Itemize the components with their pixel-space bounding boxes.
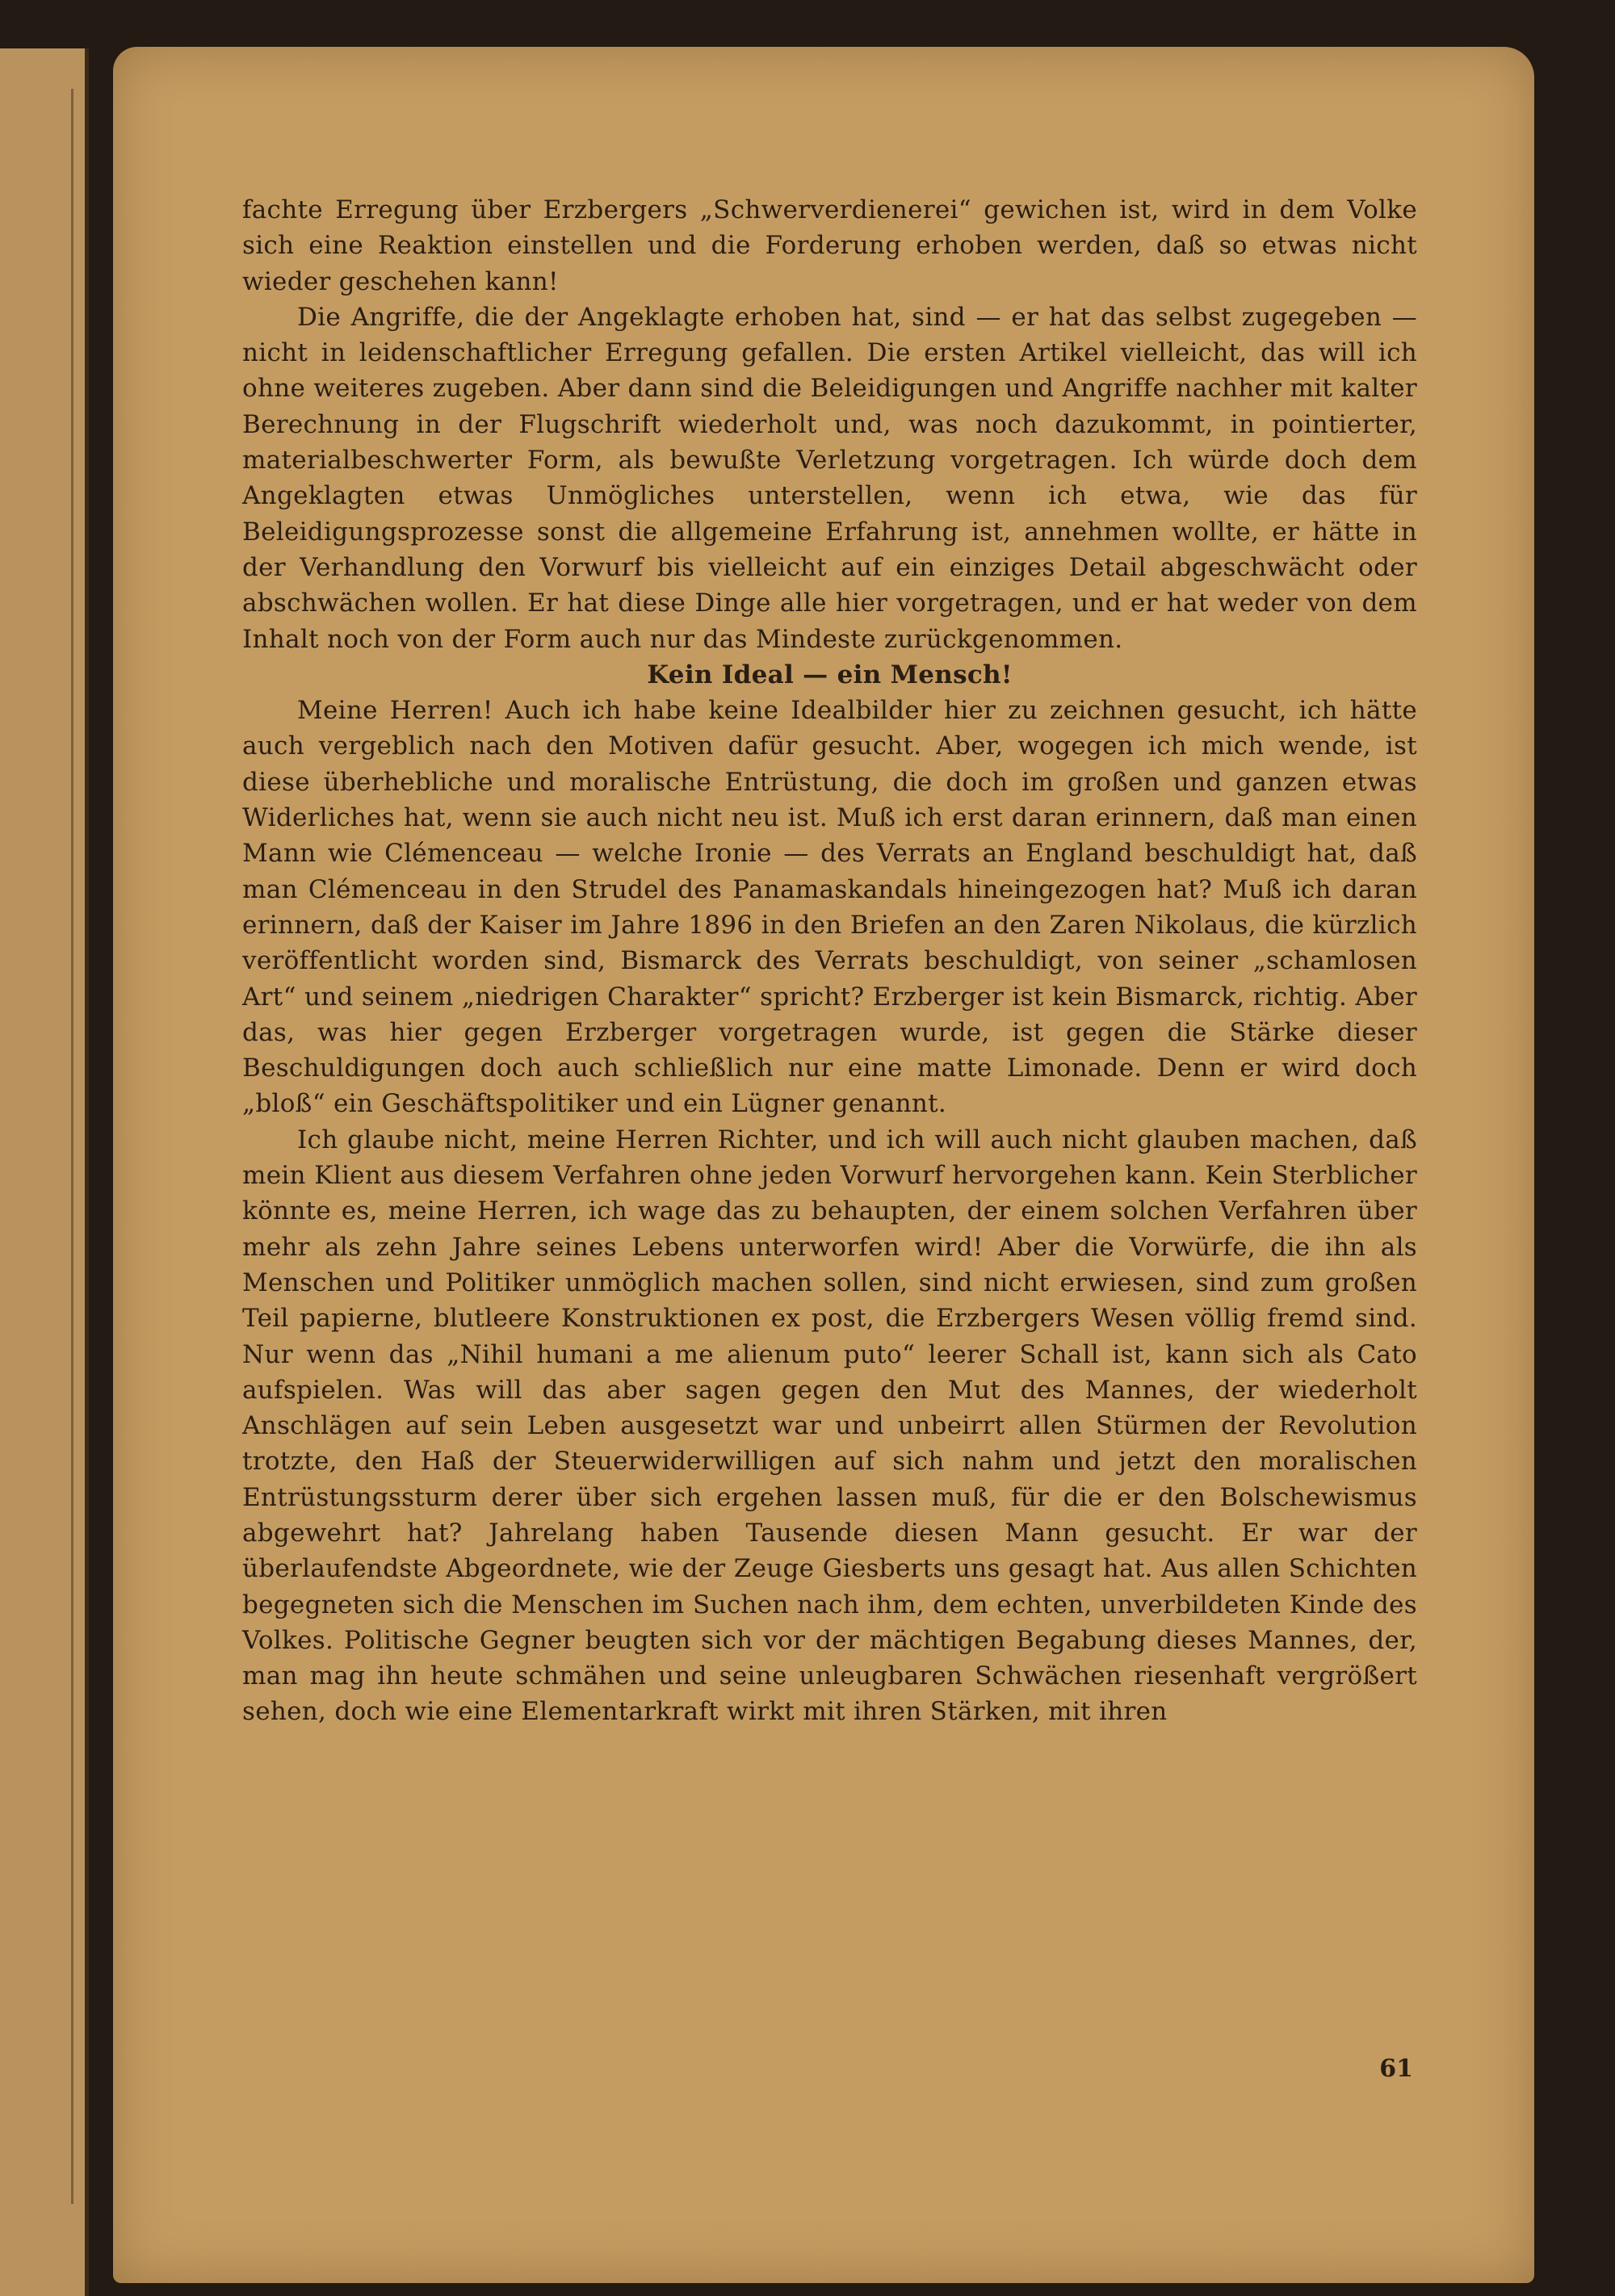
paragraph-4: Ich glaube nicht, meine Herren Richter, und ich will auch nicht glauben machen, daß mein Klient aus diesem Verfahren ohne jeden Vorwurf hervorgehen kann. Kein Sterblicher könnte es, meine Herren, ich wage das zu behaupten, der einem solchen Verfahren über mehr als zehn Jahre seines Lebens unterworfen wird! Aber die Vorwürfe, die ihn als Menschen und Politiker unmöglich machen sollen, sind nicht erwiesen, sind zum großen Teil papierne, blutleere Konstruktionen ex post, die Erzbergers Wesen völlig fremd sind. Nur wenn das „Nihil humani a me alienum puto“ leerer Schall ist, kann sich als Cato aufspielen. Was will das aber sagen gegen den Mut des Mannes, der wiederholt Anschlägen auf sein Leben ausgesetzt war und unbeirrt allen Stürmen der Revolution trotzte, den Haß der Steuerwiderwilligen auf sich nahm und jetzt den moralischen Entrüstungssturm derer über sich ergehen lassen muß, für die er den Bolschewismus abgewehrt hat? Jahrelang haben Tausende diesen Mann gesucht. Er war der überlaufendste Abgeordnete, wie der Zeuge Giesberts uns gesagt hat. Aus allen Schichten begegneten sich die Menschen im Suchen nach ihm, dem echten, unverbildeten Kinde des Volkes. Politische Gegner beugten sich vor der mächtigen Begabung dieses Mannes, der, man mag ihn heute schmähen und seine unleugbaren Schwächen riesenhaft vergrößert sehen, doch wie eine Elementarkraft wirkt mit ihren Stärken, mit ihren xyxy=(242,1125,1417,1727)
paragraph-1: fachte Erregung über Erzbergers „Schwerverdienerei“ gewichen ist, wird in dem Volke sich eine Reaktion einstellen und die Forderung erhoben werden, daß so etwas nicht wieder geschehen kann! xyxy=(242,195,1417,296)
paragraph-3: Meine Herren! Auch ich habe keine Idealbilder hier zu zeichnen gesucht, ich hätte auch vergeblich nach den Motiven dafür gesucht. Aber, wogegen ich mich wende, ist diese überhebliche und moralische Entrüstung, die doch im großen und ganzen etwas Widerliches hat, wenn sie auch nicht neu ist. Muß ich erst daran erinnern, daß man einen Mann wie Clémenceau — welche Ironie — des Verrats an England beschuldigt hat, daß man Clémenceau in den Strudel des Panamaskandals hineingezogen hat? Muß ich daran erinnern, daß der Kaiser im Jahre 1896 in den Briefen an den Zaren Nikolaus, die kürzlich veröffentlicht worden sind, Bismarck des Verrats beschuldigt, von seiner „schamlosen Art“ und seinem „niedrigen Charakter“ spricht? Erzberger ist kein Bismarck, richtig. Aber das, was hier gegen Erzberger vorgetragen wurde, ist gegen die Stärke dieser Beschuldigungen doch auch schließlich nur eine matte Limonade. Denn er wird doch „bloß“ ein Geschäftspolitiker und ein Lügner genannt. xyxy=(242,696,1417,1119)
previous-page-gutter xyxy=(71,89,73,2204)
section-heading: Kein Ideal — ein Mensch! xyxy=(647,660,1013,689)
book-page xyxy=(113,47,1534,2283)
page-text xyxy=(242,192,1417,1730)
page-number: 61 xyxy=(1379,2055,1413,2083)
previous-page-edge xyxy=(0,48,89,2296)
paragraph-2: Die Angriffe, die der Angeklagte erhoben hat, sind — er hat das selbst zugegeben — nicht in leidenschaftlicher Erregung gefallen. Die ersten Artikel vielleicht, das will ich ohne weiteres zugeben. Aber dann sind die Beleidigungen und Angriffe nachher mit kalter Berechnung in der Flugschrift wiederholt und, was noch dazukommt, in pointierter, materialbeschwerter Form, als bewußte Verletzung vorgetragen. Ich würde doch dem Angeklagten etwas Unmögliches unterstellen, wenn ich etwa, wie das für Beleidigungsprozesse sonst die allgemeine Erfahrung ist, annehmen wollte, er hätte in der Verhandlung den Vorwurf bis vielleicht auf ein einziges Detail abgeschwächt oder abschwächen wollen. Er hat diese Dinge alle hier vorgetragen, und er hat weder von dem Inhalt noch von der Form auch nur das Mindeste zurückgenommen. xyxy=(242,302,1417,654)
